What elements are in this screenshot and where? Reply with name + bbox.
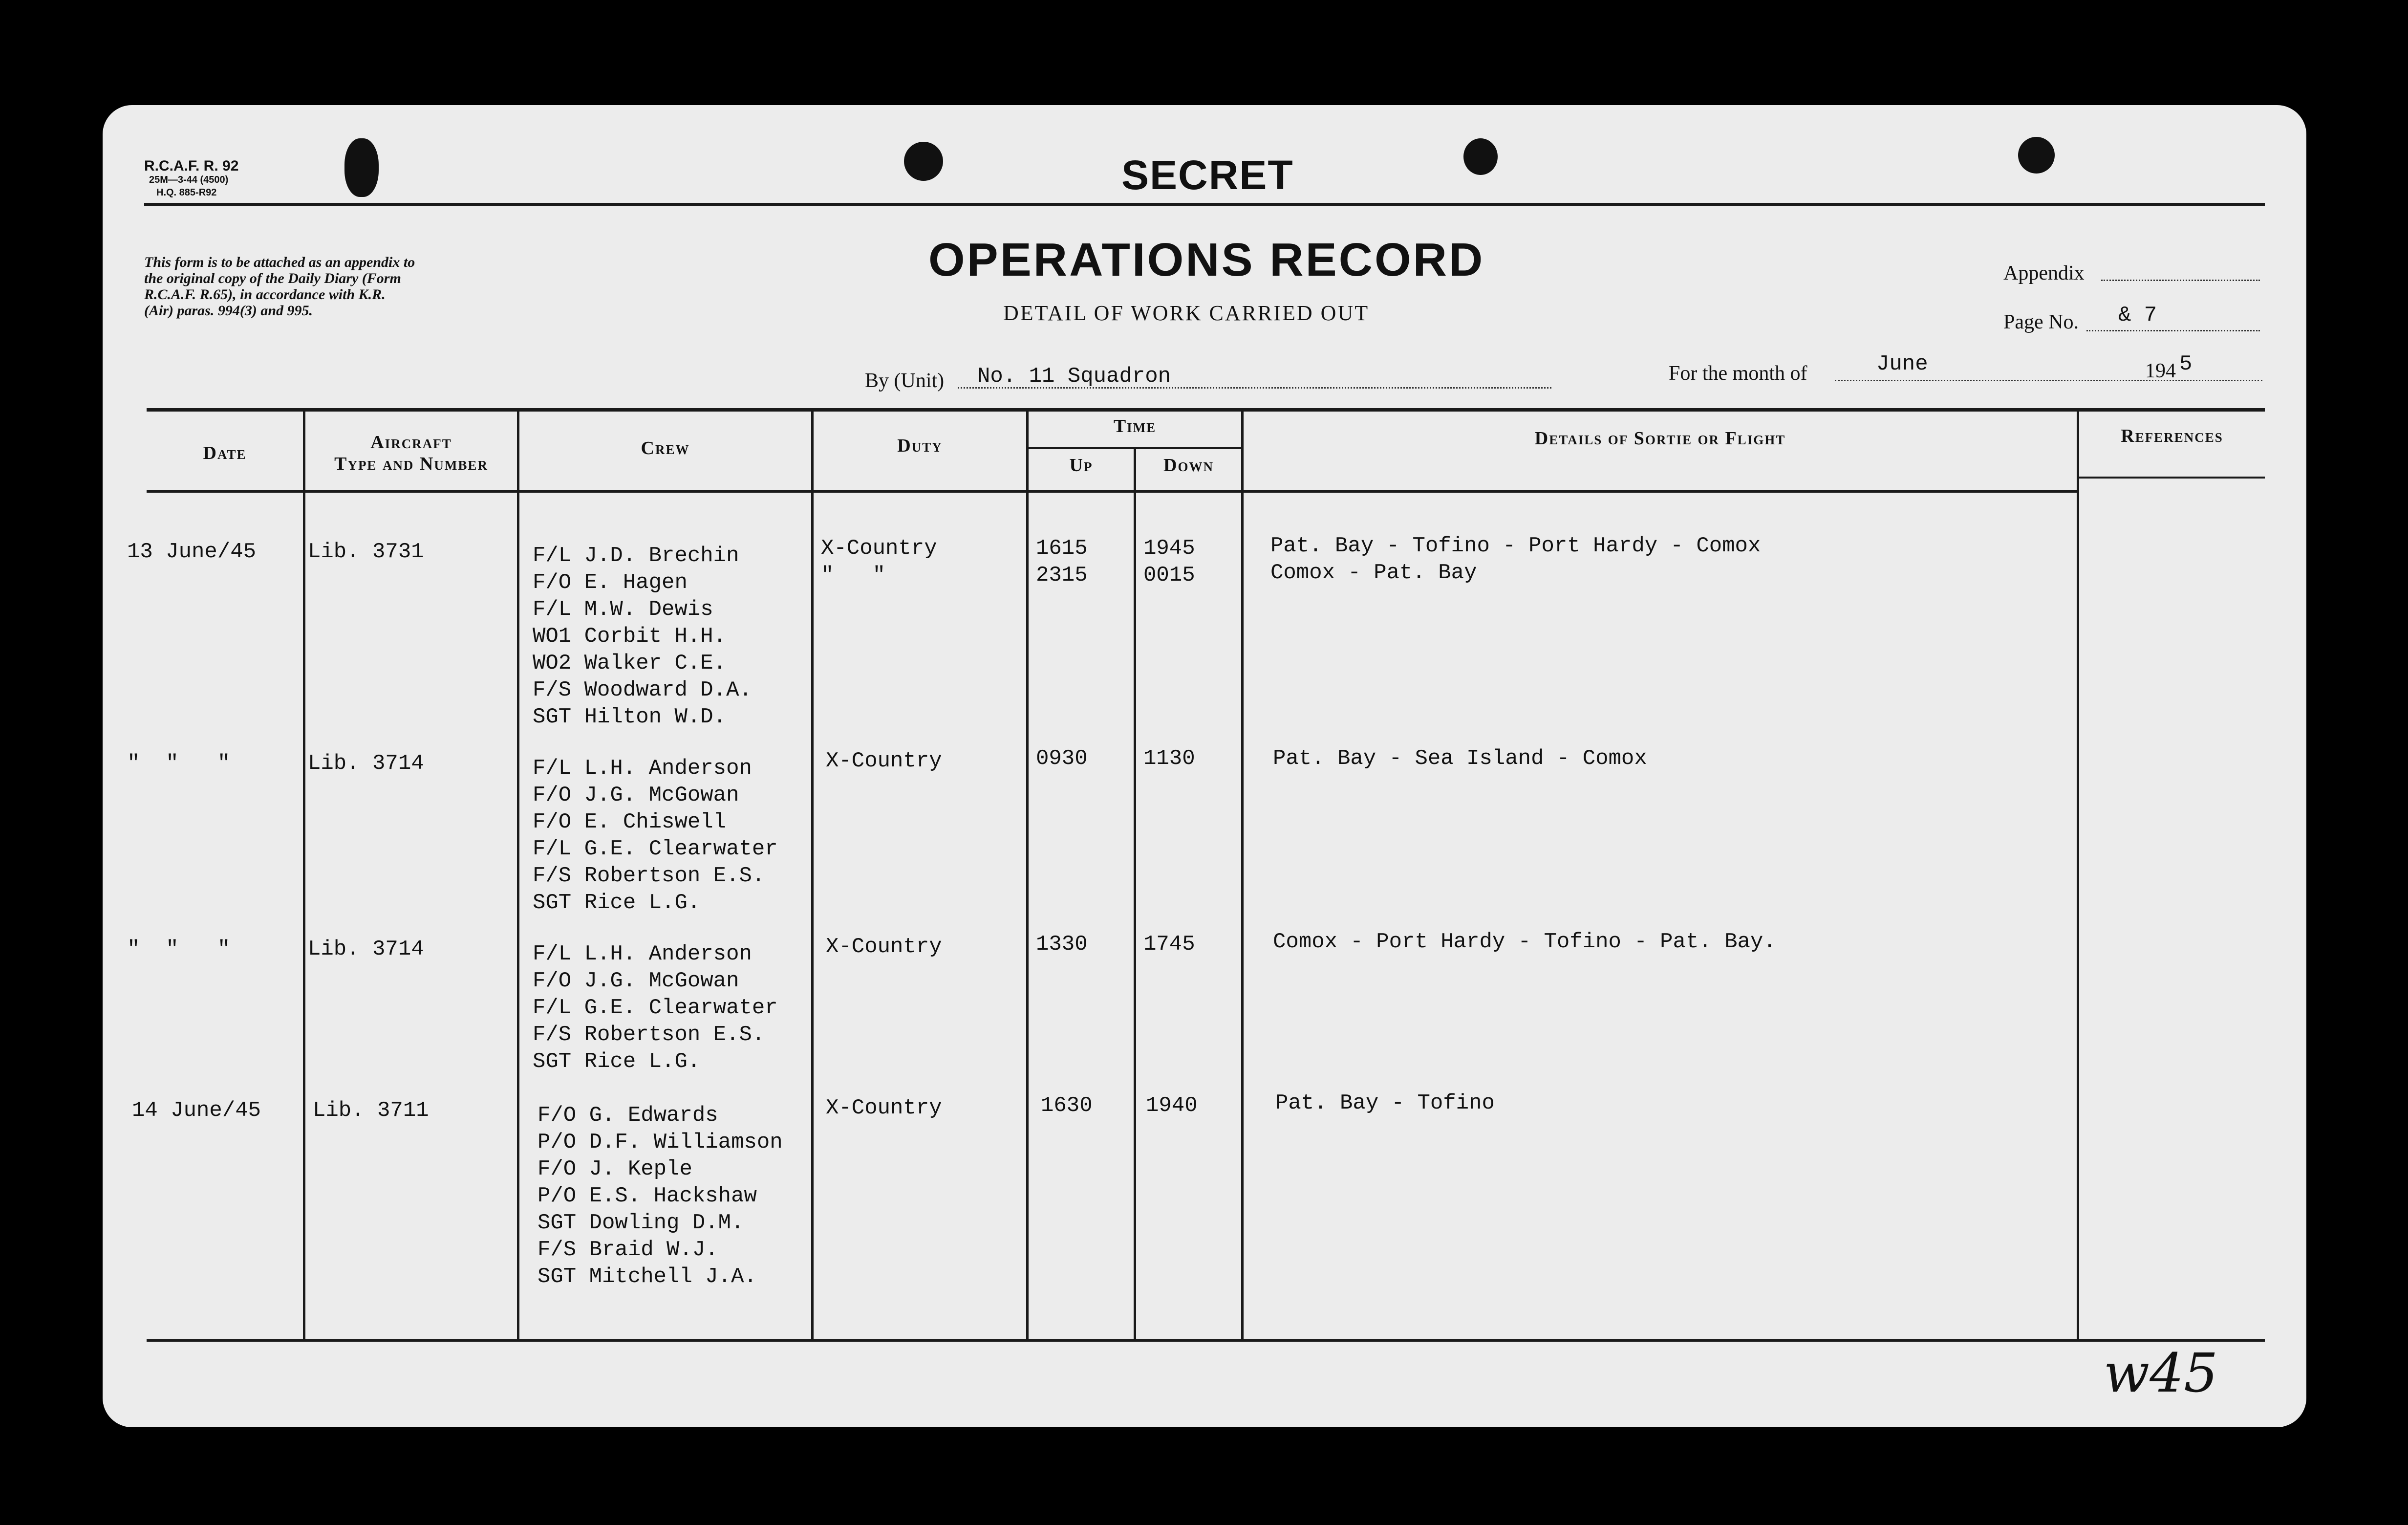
time-up: 1330 bbox=[1036, 932, 1088, 957]
table-header-rule bbox=[147, 490, 2077, 493]
appendix-label: Appendix bbox=[2003, 262, 2085, 284]
crew-member: F/O G. Edwards bbox=[538, 1103, 718, 1128]
col-header-details: Details of Sortie or Flight bbox=[1534, 428, 1786, 449]
month-label: For the month of bbox=[1669, 362, 1807, 385]
crew-member: F/L L.H. Anderson bbox=[533, 942, 752, 966]
col-header-date: Date bbox=[203, 443, 247, 463]
col-header-up: Up bbox=[1069, 455, 1093, 476]
col-header-time: Time bbox=[1113, 416, 1157, 436]
page-subtitle: DETAIL OF WORK CARRIED OUT bbox=[1003, 301, 1370, 325]
form-note: This form is to be attached as an appendix to the original copy of the Daily Diary (Form R.C.A.F. R.65), in accordance with K.R. (Air) paras. 994(3) and 995. bbox=[144, 254, 415, 319]
crew-member: F/S Braid W.J. bbox=[538, 1238, 718, 1262]
crew-member: F/O J.G. McGowan bbox=[533, 969, 739, 993]
year-prefix: 194 bbox=[2145, 360, 2176, 382]
sortie-detail: Comox - Pat. Bay bbox=[1270, 561, 1477, 585]
entry-date: 13 June/45 bbox=[127, 540, 257, 564]
crew-member: SGT Dowling D.M. bbox=[538, 1211, 744, 1235]
page-no-line bbox=[2086, 330, 2260, 331]
time-up: 1615 bbox=[1036, 536, 1088, 561]
crew-member: F/O J. Keple bbox=[538, 1157, 692, 1181]
table-top-rule bbox=[147, 408, 2265, 412]
col-header-down: Down bbox=[1163, 455, 1214, 476]
entry-aircraft: Lib. 3731 bbox=[308, 540, 424, 564]
year-value: 5 bbox=[2179, 352, 2193, 376]
handwritten-annotation: w45 bbox=[2104, 1342, 2218, 1404]
entry-duty: X-Country bbox=[821, 536, 937, 561]
col-divider bbox=[517, 408, 519, 1339]
punch-hole bbox=[2018, 137, 2055, 174]
col-header-crew: Crew bbox=[641, 438, 690, 458]
hq-code: H.Q. 885-R92 bbox=[156, 187, 217, 198]
entry-date: 14 June/45 bbox=[132, 1098, 261, 1123]
crew-member: F/S Robertson E.S. bbox=[533, 1023, 765, 1047]
classification: SECRET bbox=[1121, 152, 1294, 198]
form-number: R.C.A.F. R. 92 bbox=[144, 158, 239, 174]
page-no-value: & 7 bbox=[2118, 303, 2157, 327]
table-bottom-rule bbox=[147, 1339, 2265, 1342]
record-card bbox=[103, 105, 2306, 1427]
crew-member: F/L G.E. Clearwater bbox=[533, 996, 778, 1020]
print-code: 25M—3-44 (4500) bbox=[149, 174, 229, 185]
entry-aircraft: Lib. 3714 bbox=[308, 751, 424, 776]
crew-member: SGT Rice L.G. bbox=[533, 891, 701, 915]
top-rule bbox=[144, 203, 2265, 206]
crew-member: P/O E.S. Hackshaw bbox=[538, 1184, 757, 1208]
col-header-aircraft: Aircraft bbox=[370, 432, 452, 453]
time-down: 1745 bbox=[1143, 932, 1195, 957]
crew-member: F/L G.E. Clearwater bbox=[533, 837, 778, 861]
col-divider bbox=[1026, 408, 1029, 1339]
time-up: 2315 bbox=[1036, 563, 1088, 588]
time-up: 1630 bbox=[1041, 1093, 1093, 1118]
crew-member: F/O E. Hagen bbox=[533, 570, 688, 595]
time-up: 0930 bbox=[1036, 746, 1088, 771]
col-header-duty: Duty bbox=[897, 436, 943, 456]
col-header-aircraft-sub: Type and Number bbox=[334, 454, 488, 474]
crew-member: SGT Mitchell J.A. bbox=[538, 1264, 757, 1289]
crew-member: F/L L.H. Anderson bbox=[533, 756, 752, 781]
crew-member: P/O D.F. Williamson bbox=[538, 1130, 783, 1155]
col-divider bbox=[1134, 447, 1136, 1339]
crew-member: WO1 Corbit H.H. bbox=[533, 624, 727, 649]
crew-member: F/O E. Chiswell bbox=[533, 810, 727, 834]
sortie-detail: Comox - Port Hardy - Tofino - Pat. Bay. bbox=[1273, 930, 1776, 954]
col-divider bbox=[1241, 408, 1244, 1339]
crew-member: WO2 Walker C.E. bbox=[533, 651, 727, 675]
entry-date: " " " bbox=[127, 937, 231, 961]
time-down: 0015 bbox=[1143, 563, 1195, 588]
entry-date: " " " bbox=[127, 751, 231, 776]
page-no-label: Page No. bbox=[2003, 311, 2079, 333]
entry-duty: X-Country bbox=[826, 1096, 942, 1120]
col-divider bbox=[303, 408, 305, 1339]
sortie-detail: Pat. Bay - Tofino bbox=[1275, 1091, 1495, 1115]
crew-member: F/L M.W. Dewis bbox=[533, 597, 713, 622]
punch-hole bbox=[1463, 138, 1498, 175]
unit-label: By (Unit) bbox=[865, 370, 945, 392]
entry-duty: X-Country bbox=[826, 935, 942, 959]
punch-hole bbox=[344, 138, 379, 197]
month-line bbox=[1835, 380, 2262, 381]
unit-value: No. 11 Squadron bbox=[977, 364, 1171, 389]
crew-member: F/S Woodward D.A. bbox=[533, 678, 752, 702]
entry-duty: " " bbox=[821, 563, 886, 588]
crew-member: SGT Rice L.G. bbox=[533, 1049, 701, 1074]
page-title: OPERATIONS RECORD bbox=[928, 234, 1485, 286]
punch-hole bbox=[904, 142, 943, 181]
time-down: 1945 bbox=[1143, 536, 1195, 561]
appendix-line bbox=[2101, 280, 2260, 281]
references-header-rule bbox=[2077, 477, 2265, 479]
col-divider bbox=[2077, 408, 2079, 1339]
entry-duty: X-Country bbox=[826, 749, 942, 773]
sortie-detail: Pat. Bay - Tofino - Port Hardy - Comox bbox=[1270, 534, 1761, 558]
crew-member: SGT Hilton W.D. bbox=[533, 705, 727, 729]
col-header-references: References bbox=[2121, 426, 2223, 446]
entry-aircraft: Lib. 3714 bbox=[308, 937, 424, 961]
entry-aircraft: Lib. 3711 bbox=[313, 1098, 429, 1123]
crew-member: F/O J.G. McGowan bbox=[533, 783, 739, 807]
month-value: June bbox=[1876, 352, 1928, 376]
col-divider bbox=[811, 408, 814, 1339]
crew-member: F/L J.D. Brechin bbox=[533, 544, 739, 568]
sortie-detail: Pat. Bay - Sea Island - Comox bbox=[1273, 746, 1647, 771]
time-down: 1940 bbox=[1146, 1093, 1198, 1118]
time-down: 1130 bbox=[1143, 746, 1195, 771]
crew-member: F/S Robertson E.S. bbox=[533, 864, 765, 888]
